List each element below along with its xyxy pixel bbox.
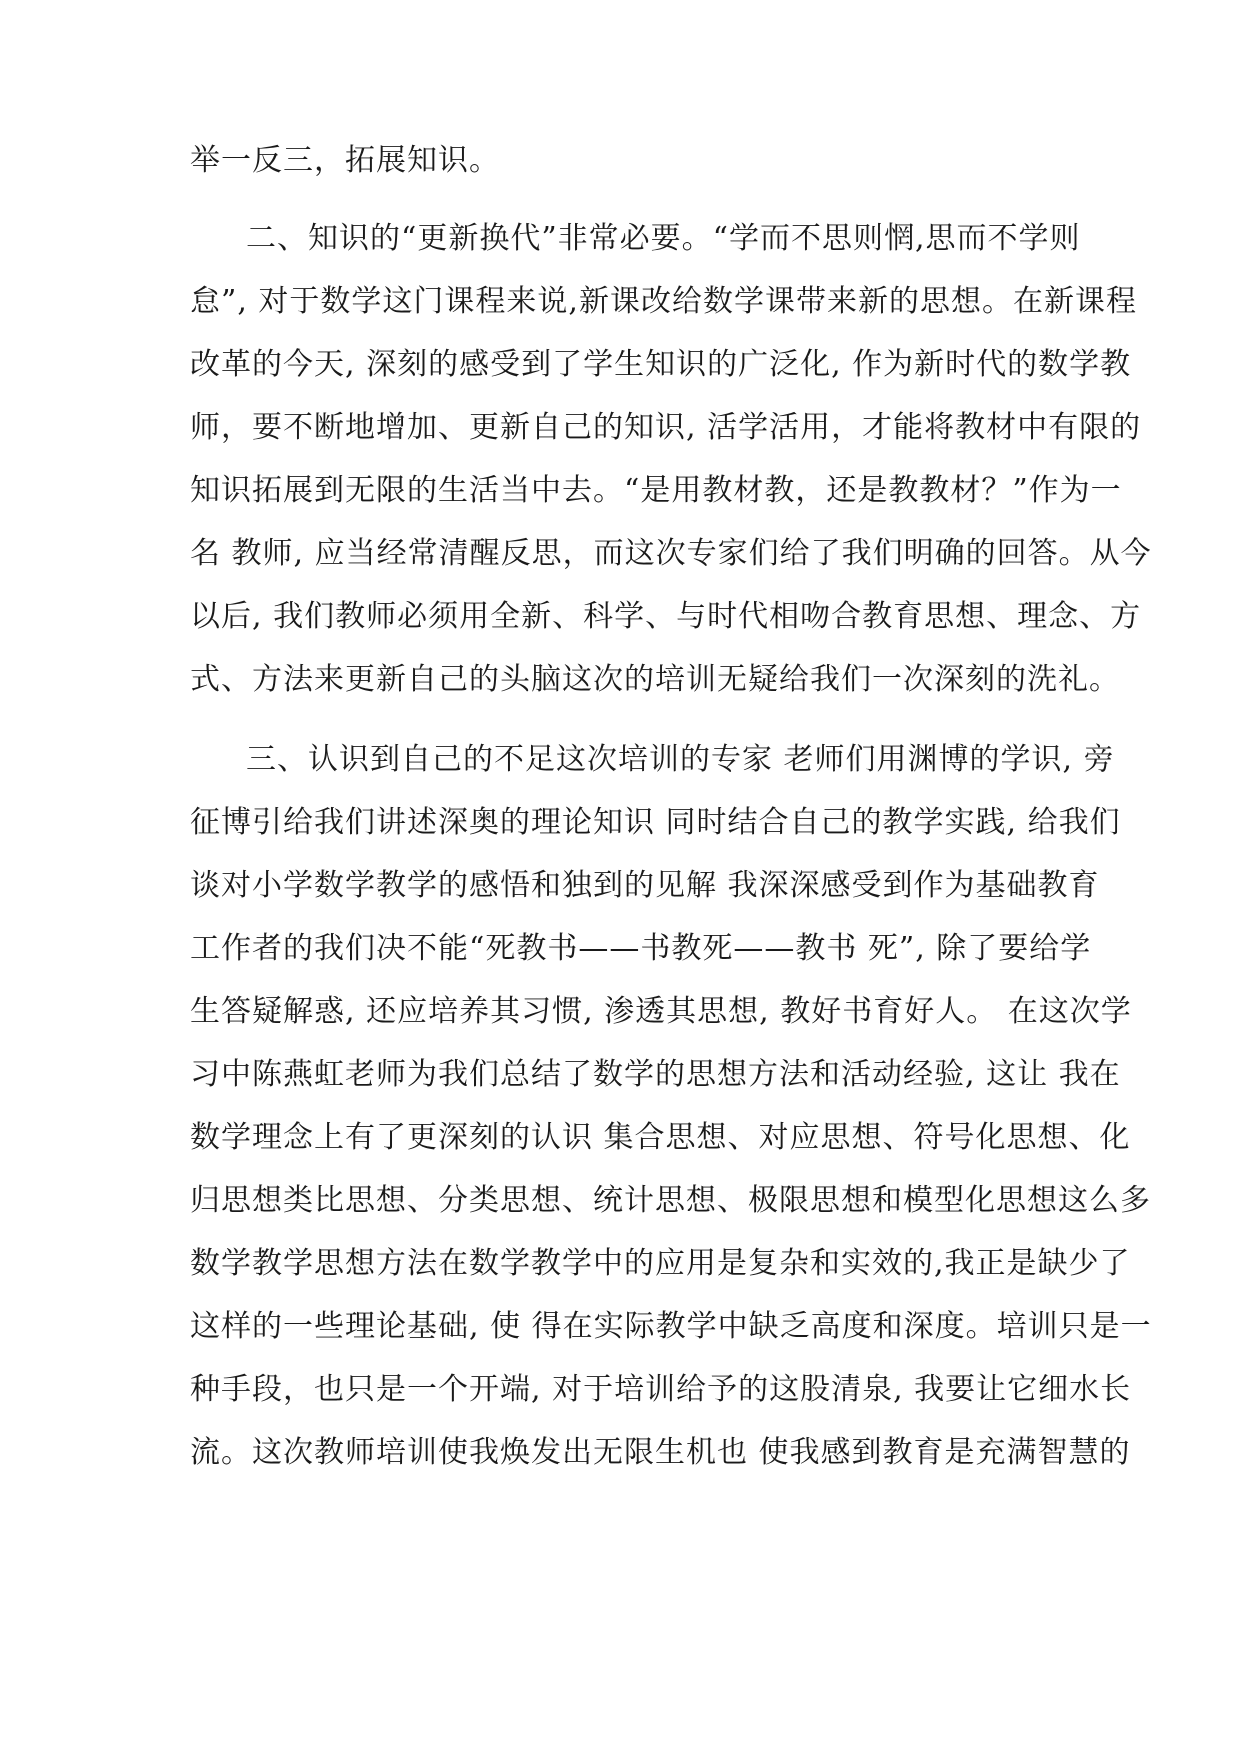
paragraph-3-line-4: 工作者的我们决不能“死教书——书教死——教书 死”, 除了要给学 <box>190 931 1092 966</box>
paragraph-2-line-7: 以后, 我们教师必须用全新、科学、与时代相吻合教育思想、理念、方 <box>190 599 1142 634</box>
paragraph-3-line-11: 种手段，也只是一个开端, 对于培训给予的这股清泉, 我要让它细水长 <box>190 1372 1132 1407</box>
paragraph-3-line-10: 这样的一些理论基础, 使 得在实际教学中缺乏高度和深度。培训只是一 <box>190 1309 1152 1344</box>
paragraph-2-line-1: 二、知识的“更新换代”非常必要。“学而不思则惘,思而不学则 <box>246 221 1081 256</box>
paragraph-3-line-7: 数学理念上有了更深刻的认识 集合思想、对应思想、符号化思想、化 <box>190 1120 1131 1155</box>
paragraph-2-line-4: 师，要不断地增加、更新自己的知识, 活学活用，才能将教材中有限的 <box>190 410 1142 445</box>
paragraph-3-line-8: 归思想类比思想、分类思想、统计思想、极限思想和模型化思想这么多 <box>190 1183 1151 1218</box>
paragraph-2-line-8: 式、方法来更新自己的头脑这次的培训无疑给我们一次深刻的洗礼。 <box>190 662 1120 697</box>
paragraph-3-line-2: 征博引给我们讲述深奥的理论知识 同时结合自己的教学实践, 给我们 <box>190 805 1121 840</box>
paragraph-2-line-5: 知识拓展到无限的生活当中去。“是用教材教，还是教教材？”作为一 <box>190 473 1122 508</box>
paragraph-2-line-3: 改革的今天, 深刻的感受到了学生知识的广泛化, 作为新时代的数学教 <box>190 347 1132 382</box>
paragraph-3-line-1: 三、认识到自己的不足这次培训的专家 老师们用渊博的学识, 旁 <box>246 742 1115 777</box>
paragraph-3-line-5: 生答疑解惑, 还应培养其习惯, 渗透其思想, 教好书育好人。 在这次学 <box>190 994 1132 1029</box>
paragraph-2-line-6: 名 教师, 应当经常清醒反思，而这次专家们给了我们明确的回答。从今 <box>190 536 1152 571</box>
paragraph-1-line-1: 举一反三，拓展知识。 <box>190 143 500 178</box>
paragraph-3-line-9: 数学教学思想方法在数学教学中的应用是复杂和实效的,我正是缺少了 <box>190 1246 1131 1281</box>
paragraph-3-line-6: 习中陈燕虹老师为我们总结了数学的思想方法和活动经验, 这让 我在 <box>190 1057 1121 1092</box>
paragraph-3-line-12: 流。这次教师培训使我焕发出无限生机也 使我感到教育是充满智慧的 <box>190 1435 1131 1470</box>
paragraph-2-line-2: 怠”, 对于数学这门课程来说,新课改给数学课带来新的思想。在新课程 <box>190 284 1137 319</box>
paragraph-3-line-3: 谈对小学数学教学的感悟和独到的见解 我深深感受到作为基础教育 <box>190 868 1100 903</box>
